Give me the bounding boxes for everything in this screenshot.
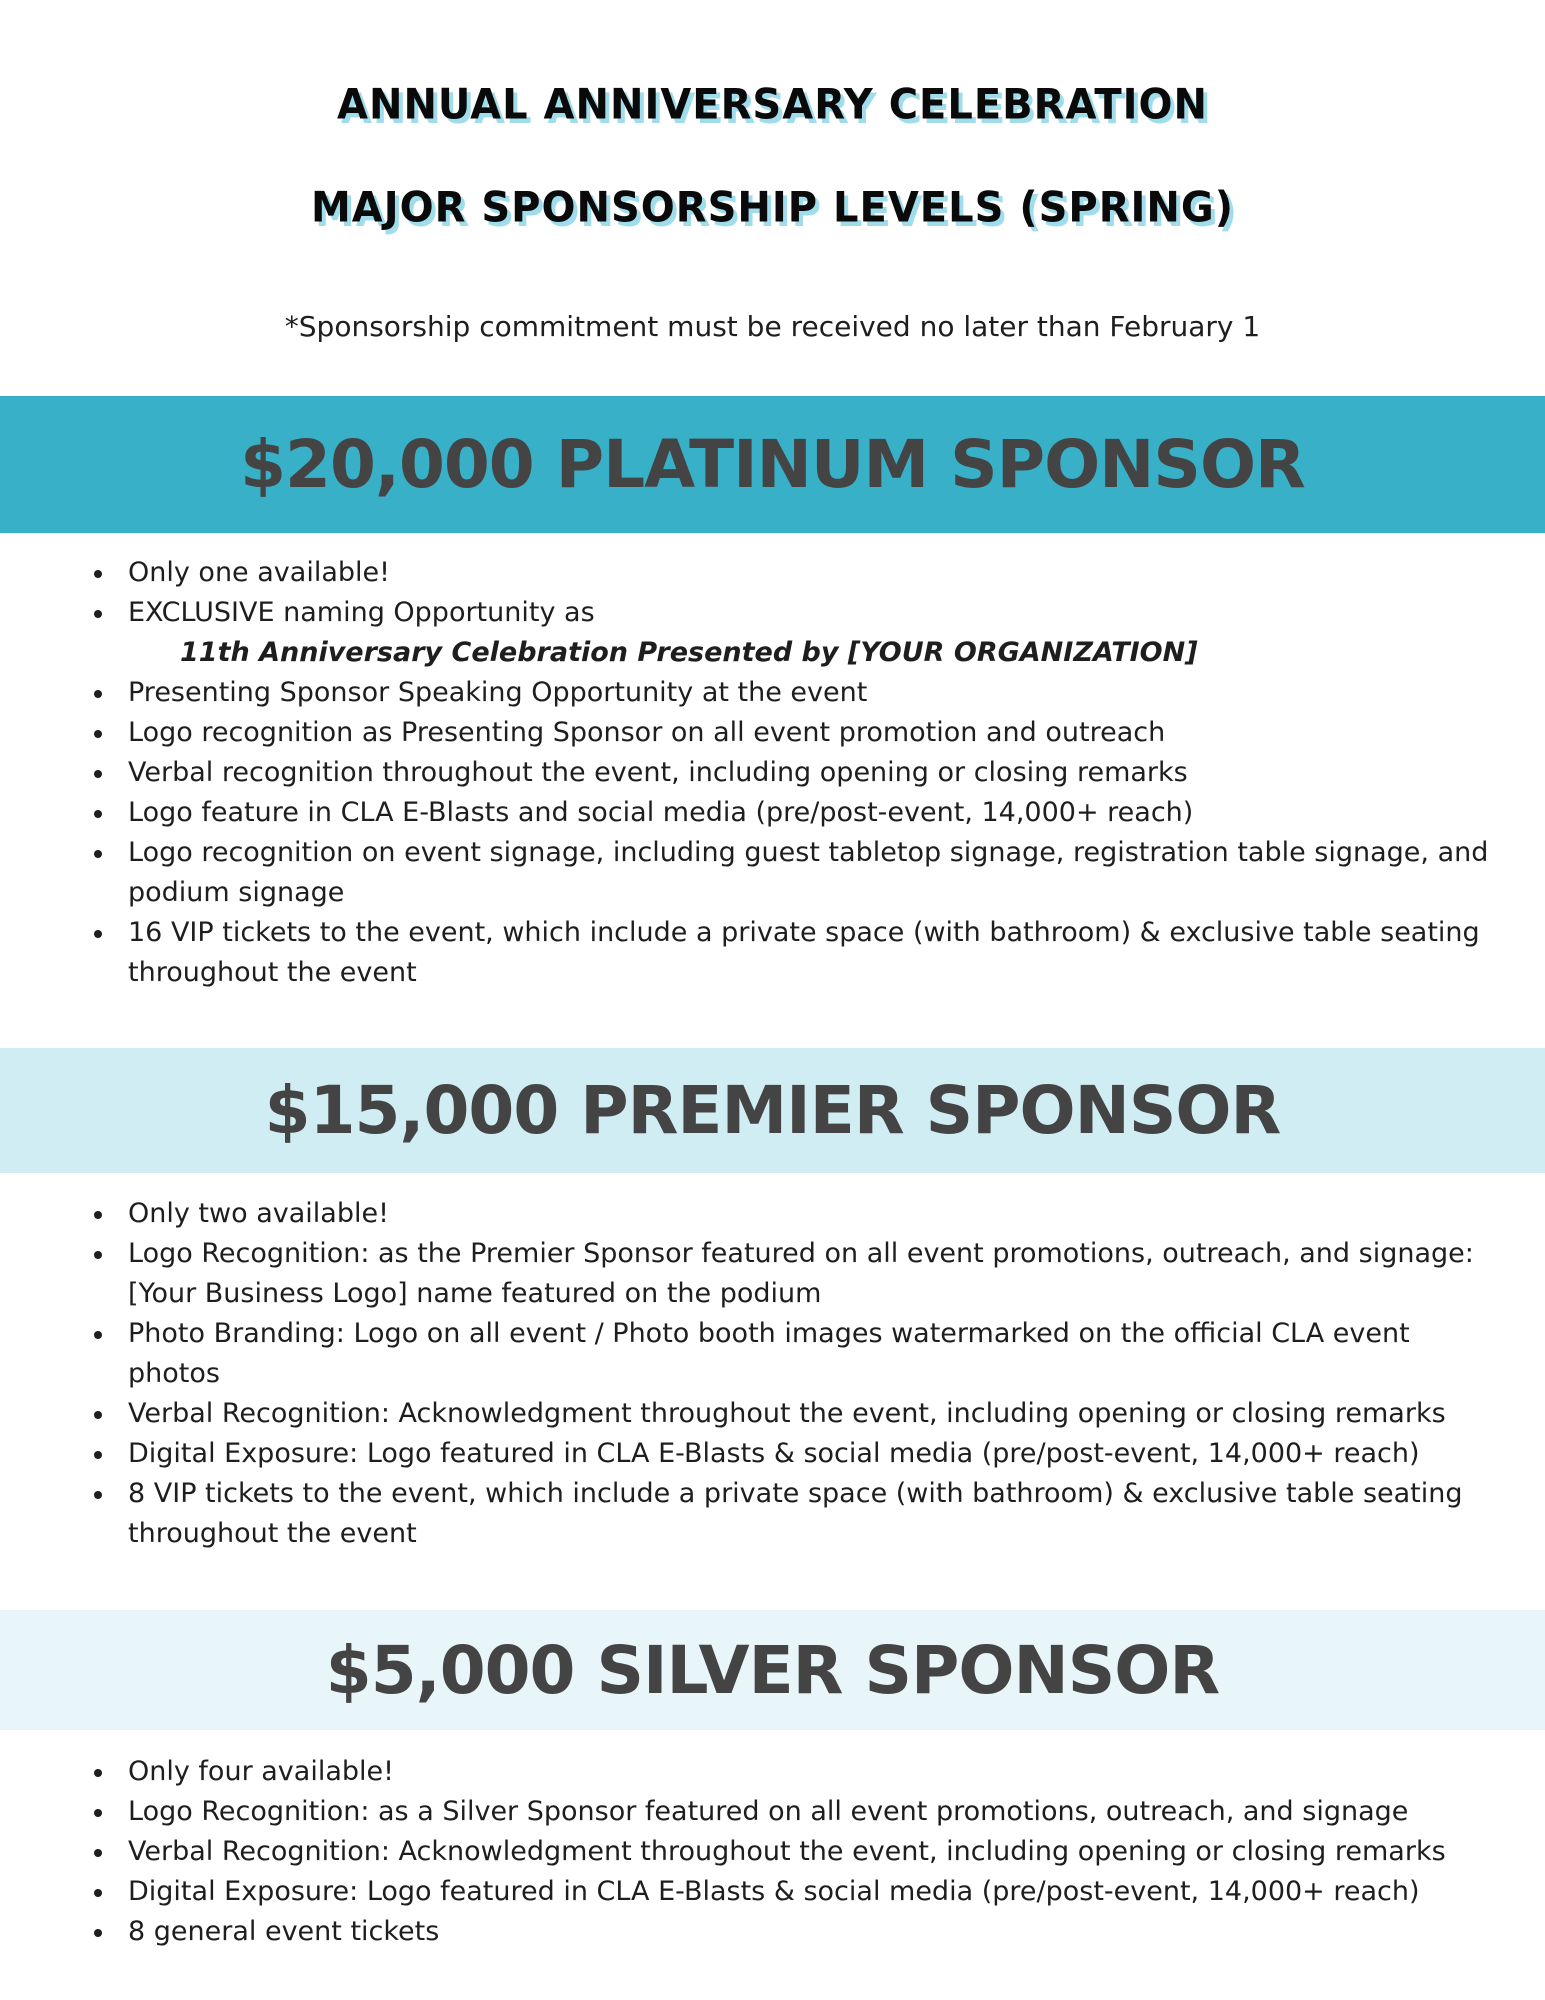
list-item-text: 8 VIP tickets to the event, which include a private space (with bathroom) & exclusive table seating throughout the event: [128, 1478, 1463, 1549]
bullet-icon: [94, 770, 102, 778]
bullet-icon: [94, 930, 102, 938]
platinum-sponsor-heading: $20,000 PLATINUM SPONSOR: [240, 426, 1305, 503]
list-item-text: Digital Exposure: Logo featured in CLA E-Blasts & social media (pre/post-event, 14,000+ reach): [128, 1438, 1420, 1469]
list-item-text: Verbal Recognition: Acknowledgment throughout the event, including opening or closing remarks: [128, 1398, 1446, 1429]
list-item-text: Logo recognition on event signage, including guest tabletop signage, registration table signage, and podium signage: [128, 837, 1489, 908]
list-item: [92, 1194, 1492, 1234]
list-item: [92, 833, 1492, 913]
bullet-icon: [94, 1491, 102, 1499]
list-item: [92, 593, 1492, 633]
silver-sponsor-banner: [0, 1610, 1545, 1730]
bullet-icon: [94, 1929, 102, 1937]
bullet-icon: [94, 1769, 102, 1777]
bullet-icon: [94, 1211, 102, 1219]
list-item-text: EXCLUSIVE naming Opportunity as: [128, 597, 595, 628]
page-title-line-1: ANNUAL ANNIVERSARY CELEBRATION: [337, 80, 1208, 130]
silver-benefits-list: [92, 1752, 1492, 1952]
premier-benefits-list: [92, 1194, 1492, 1554]
bullet-icon: [94, 1251, 102, 1259]
list-item-text: Logo Recognition: as the Premier Sponsor featured on all event promotions, outreach, and signage: [Your Business Logo] name featured on the podium: [128, 1238, 1474, 1309]
naming-opportunity-line: [92, 633, 1492, 673]
list-item-text: Logo Recognition: as a Silver Sponsor featured on all event promotions, outreach, and signage: [128, 1796, 1409, 1827]
list-item: [92, 1792, 1492, 1832]
platinum-sponsor-banner: [0, 396, 1545, 533]
list-item: [92, 1234, 1492, 1314]
bullet-icon: [94, 850, 102, 858]
list-item: [92, 673, 1492, 713]
list-item-text: Logo feature in CLA E-Blasts and social media (pre/post-event, 14,000+ reach): [128, 797, 1194, 828]
list-item: [92, 753, 1492, 793]
naming-opportunity-text: 11th Anniversary Celebration Presented by [YOUR ORGANIZATION]: [180, 637, 1198, 668]
bullet-icon: [94, 810, 102, 818]
list-item-text: 16 VIP tickets to the event, which include a private space (with bathroom) & exclusive table seating throughout the event: [128, 917, 1480, 988]
list-item: [92, 1872, 1492, 1912]
bullet-icon: [94, 1849, 102, 1857]
bullet-icon: [94, 1809, 102, 1817]
bullet-icon: [94, 570, 102, 578]
list-item: [92, 1832, 1492, 1872]
premier-sponsor-heading: $15,000 PREMIER SPONSOR: [264, 1072, 1281, 1149]
bullet-icon: [94, 1411, 102, 1419]
list-item-text: Photo Branding: Logo on all event / Photo booth images watermarked on the official CLA event photos: [128, 1318, 1410, 1389]
list-item-text: Verbal recognition throughout the event, including opening or closing remarks: [128, 757, 1188, 788]
list-item: [92, 713, 1492, 753]
list-item: [92, 913, 1492, 993]
list-item: [92, 553, 1492, 593]
list-item-text: Verbal Recognition: Acknowledgment throughout the event, including opening or closing remarks: [128, 1836, 1446, 1867]
bullet-icon: [94, 730, 102, 738]
list-item-text: Digital Exposure: Logo featured in CLA E-Blasts & social media (pre/post-event, 14,000+ reach): [128, 1876, 1420, 1907]
page-title-line-2: MAJOR SPONSORSHIP LEVELS (SPRING): [311, 183, 1234, 233]
list-item: [92, 1434, 1492, 1474]
list-item-text: Only two available!: [128, 1198, 389, 1229]
list-item: [92, 1394, 1492, 1434]
list-item-text: 8 general event tickets: [128, 1916, 440, 1947]
list-item: [92, 1314, 1492, 1394]
list-item: [92, 1752, 1492, 1792]
list-item-text: Logo recognition as Presenting Sponsor on all event promotion and outreach: [128, 717, 1166, 748]
list-item-text: Only one available!: [128, 557, 390, 588]
bullet-icon: [94, 1451, 102, 1459]
bullet-icon: [94, 1889, 102, 1897]
list-item: [92, 793, 1492, 833]
list-item-text: Presenting Sponsor Speaking Opportunity at the event: [128, 677, 868, 708]
list-item: [92, 1474, 1492, 1554]
bullet-icon: [94, 690, 102, 698]
bullet-icon: [94, 610, 102, 618]
platinum-benefits-list: [92, 553, 1492, 993]
silver-sponsor-heading: $5,000 SILVER SPONSOR: [325, 1631, 1220, 1709]
list-item-text: Only four available!: [128, 1756, 394, 1787]
bullet-icon: [94, 1331, 102, 1339]
premier-sponsor-banner: [0, 1048, 1545, 1173]
deadline-notice: *Sponsorship commitment must be received no later than February 1: [284, 310, 1261, 343]
list-item: [92, 1912, 1492, 1952]
